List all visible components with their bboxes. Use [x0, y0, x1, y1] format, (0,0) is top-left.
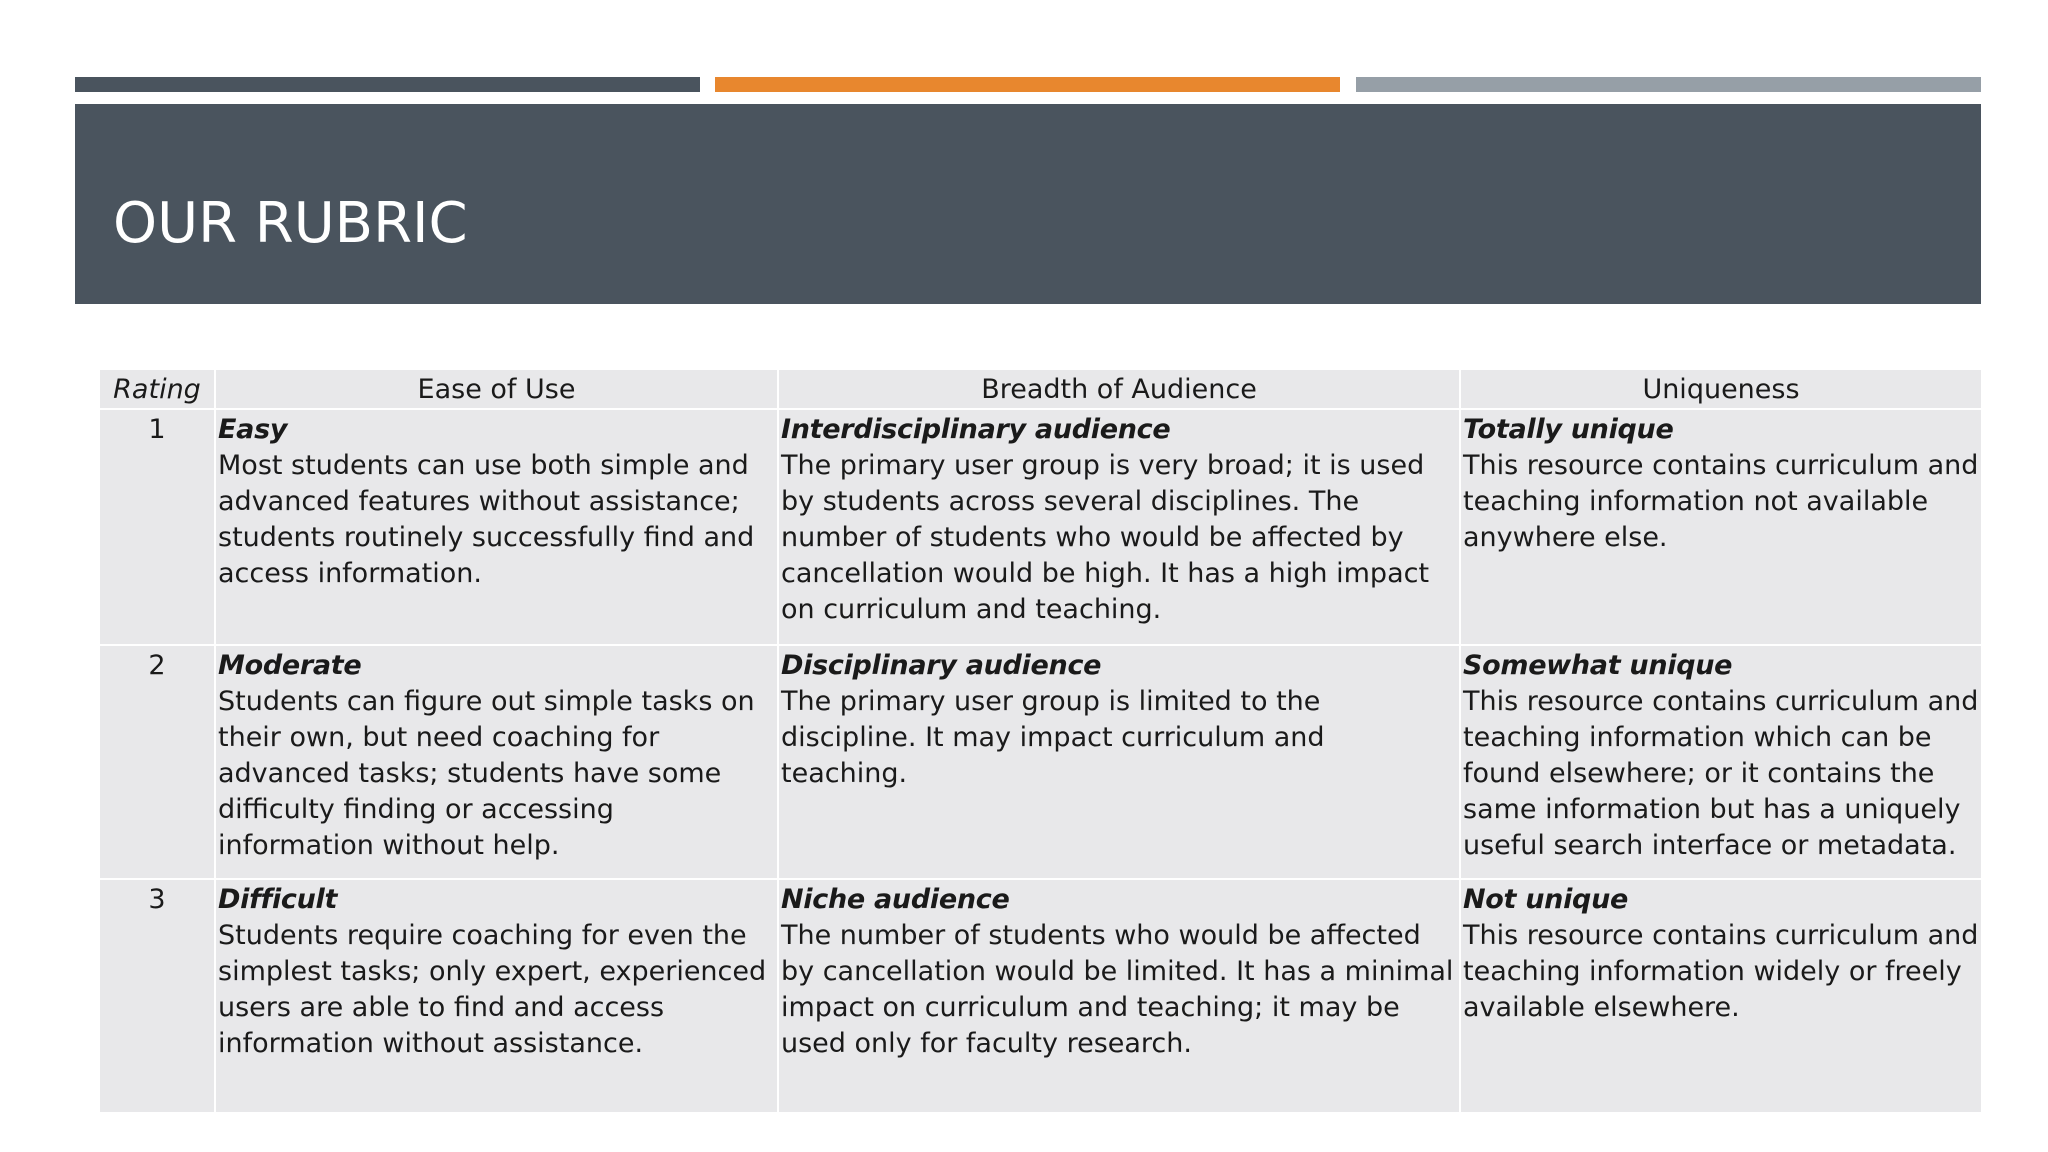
- title-band: [75, 104, 1981, 304]
- uniqueness-level: Not unique: [1463, 884, 1629, 915]
- ease-description: Students can figure out simple tasks on their own, but need coaching for advanced tasks; students have some difficulty finding or accessing information without help.: [218, 686, 755, 861]
- table-row: [99, 879, 1982, 1113]
- slide-title: OUR RUBRIC: [113, 191, 468, 256]
- breadth-cell: [778, 409, 1460, 645]
- breadth-level: Interdisciplinary audience: [781, 414, 1171, 445]
- ease-level: Easy: [218, 414, 288, 445]
- uniqueness-cell: [1460, 645, 1982, 879]
- rubric-table: [98, 368, 1983, 1114]
- header-uniqueness: Uniqueness: [1460, 369, 1982, 409]
- ease-cell: [215, 645, 778, 879]
- rating-value: 3: [99, 879, 215, 1113]
- header-row: [99, 369, 1982, 409]
- uniqueness-description: This resource contains curriculum and teaching information which can be found elsewhere; or it contains the same information but has a uniquely useful search interface or metadata.: [1463, 686, 1979, 861]
- breadth-description: The primary user group is limited to the discipline. It may impact curriculum and teaching.: [781, 686, 1325, 789]
- uniqueness-cell: [1460, 879, 1982, 1113]
- breadth-cell: [778, 645, 1460, 879]
- breadth-level: Disciplinary audience: [781, 650, 1102, 681]
- uniqueness-level: Somewhat unique: [1463, 650, 1733, 681]
- breadth-level: Niche audience: [781, 884, 1010, 915]
- breadth-description: The number of students who would be affected by cancellation would be limited. It has a minimal impact on curriculum and teaching; it may be used only for faculty research.: [781, 920, 1454, 1059]
- header-rating: Rating: [99, 369, 215, 409]
- accent-bar-orange: [715, 77, 1340, 92]
- table-row: [99, 409, 1982, 645]
- table-row: [99, 645, 1982, 879]
- ease-level: Difficult: [218, 884, 338, 915]
- ease-description: Students require coaching for even the simplest tasks; only expert, experienced users are able to find and access information without assistance.: [218, 920, 767, 1059]
- breadth-cell: [778, 879, 1460, 1113]
- ease-cell: [215, 409, 778, 645]
- accent-bar-gray: [1356, 77, 1981, 92]
- rating-value: 1: [99, 409, 215, 645]
- rating-value: 2: [99, 645, 215, 879]
- header-breadth-of-audience: Breadth of Audience: [778, 369, 1460, 409]
- uniqueness-description: This resource contains curriculum and teaching information not available anywhere else.: [1463, 450, 1979, 553]
- ease-cell: [215, 879, 778, 1113]
- breadth-description: The primary user group is very broad; it is used by students across several disciplines. The number of students who would be affected by cancellation would be high. It has a high impact on curriculum and teaching.: [781, 450, 1430, 625]
- uniqueness-level: Totally unique: [1463, 414, 1674, 445]
- accent-bar-dark: [75, 77, 700, 92]
- ease-description: Most students can use both simple and advanced features without assistance; students routinely successfully find and access information.: [218, 450, 755, 589]
- header-ease-of-use: Ease of Use: [215, 369, 778, 409]
- ease-level: Moderate: [218, 650, 362, 681]
- uniqueness-cell: [1460, 409, 1982, 645]
- uniqueness-description: This resource contains curriculum and teaching information widely or freely available elsewhere.: [1463, 920, 1979, 1023]
